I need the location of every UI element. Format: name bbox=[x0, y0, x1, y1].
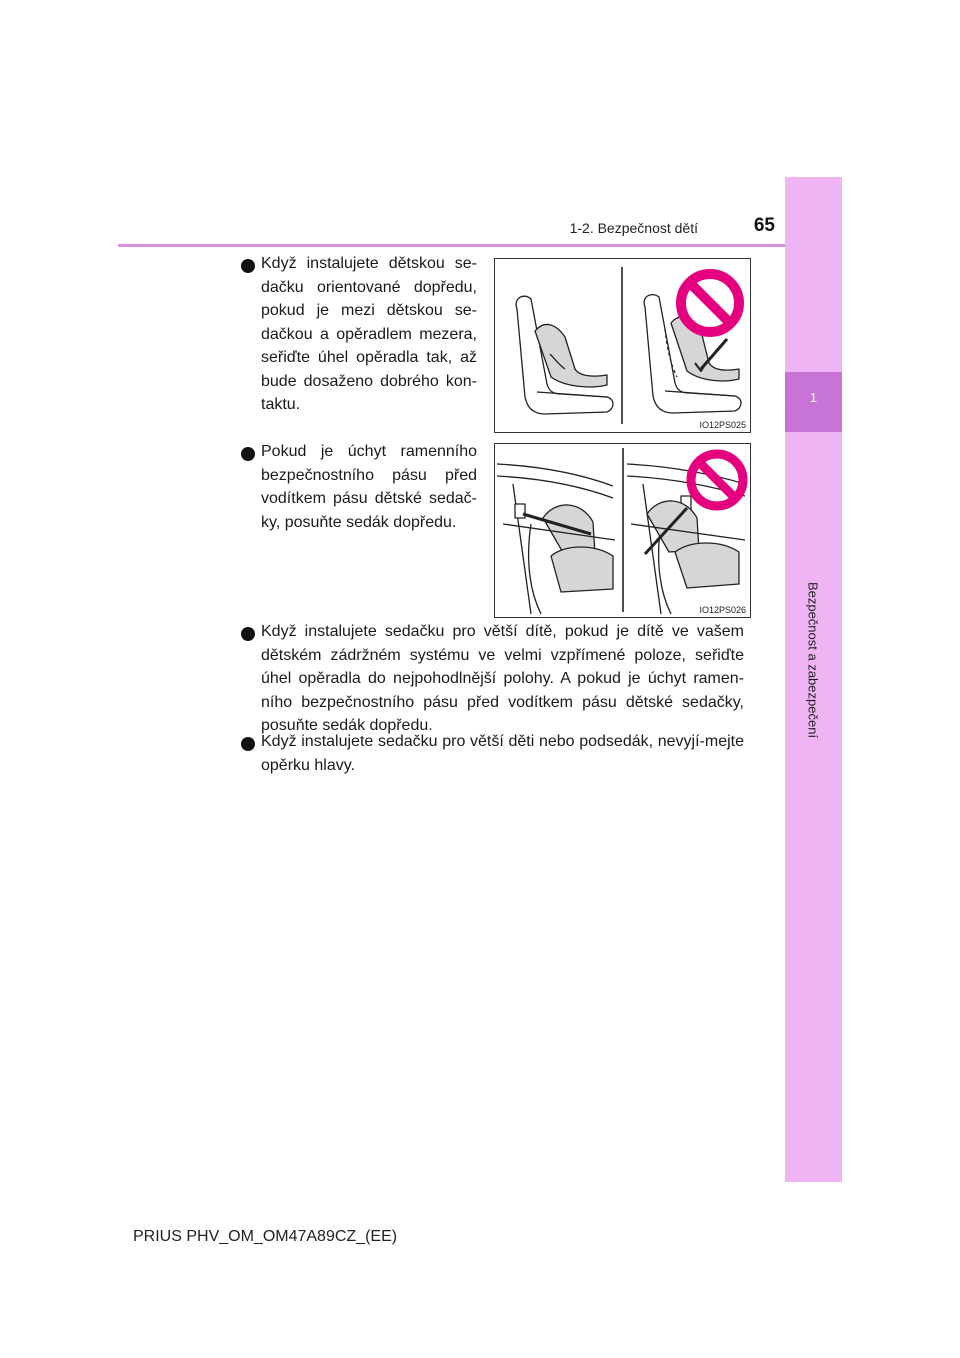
prohibition-icon bbox=[681, 274, 739, 332]
figure-code: IO12PS025 bbox=[699, 420, 746, 430]
figure-shoulder-belt bbox=[494, 443, 751, 618]
page-number: 65 bbox=[753, 215, 775, 236]
bullet-icon bbox=[241, 737, 255, 751]
prohibition-icon bbox=[691, 454, 743, 506]
chapter-number: 1 bbox=[809, 390, 818, 405]
chapter-title: Bezpečnost a zabezpečení bbox=[805, 581, 821, 739]
header-section-title: 1-2. Bezpečnost dětí bbox=[569, 220, 698, 236]
figure-code: IO12PS026 bbox=[699, 605, 746, 615]
bullet-icon bbox=[241, 447, 255, 461]
bullet-text-1: Když instalujete dětskou se-dačku orientované dopředu, pokud je mezi dětskou se-dačkou a opěradlem mezera, seřiďte úhel opěradla tak, až bude dosaženo dobrého kon-taktu. bbox=[261, 255, 477, 413]
figure-seat-gap bbox=[494, 258, 751, 433]
header-rule bbox=[118, 244, 785, 247]
bullet-text-2: Pokud je úchyt ramenního bezpečnostního pásu před vodítkem pásu dětské sedač-ky, posuňte sedák dopředu. bbox=[261, 443, 477, 531]
bullet-text-3: Když instalujete sedačku pro větší dítě, pokud je dítě ve vašem dětském zádržném systému ve velmi vzpřímené poloze, seřiďte úhel opěradla do nejpohodlnější polohy. A pokud je úchyt ramen-ního bezpečnostního pásu před vodítkem pásu dětské sedačky, posuňte sedák dopředu. bbox=[261, 623, 744, 734]
bullet-text-4: Když instalujete sedačku pro větší děti nebo podsedák, nevyjí-mejte opěrku hlavy. bbox=[261, 733, 744, 774]
bullet-icon bbox=[241, 259, 255, 273]
shoulder-belt-illustration bbox=[495, 444, 750, 617]
bullet-icon bbox=[241, 627, 255, 641]
footer-document-code: PRIUS PHV_OM_OM47A89CZ_(EE) bbox=[133, 1228, 398, 1245]
seat-backrest-illustration bbox=[495, 259, 750, 432]
